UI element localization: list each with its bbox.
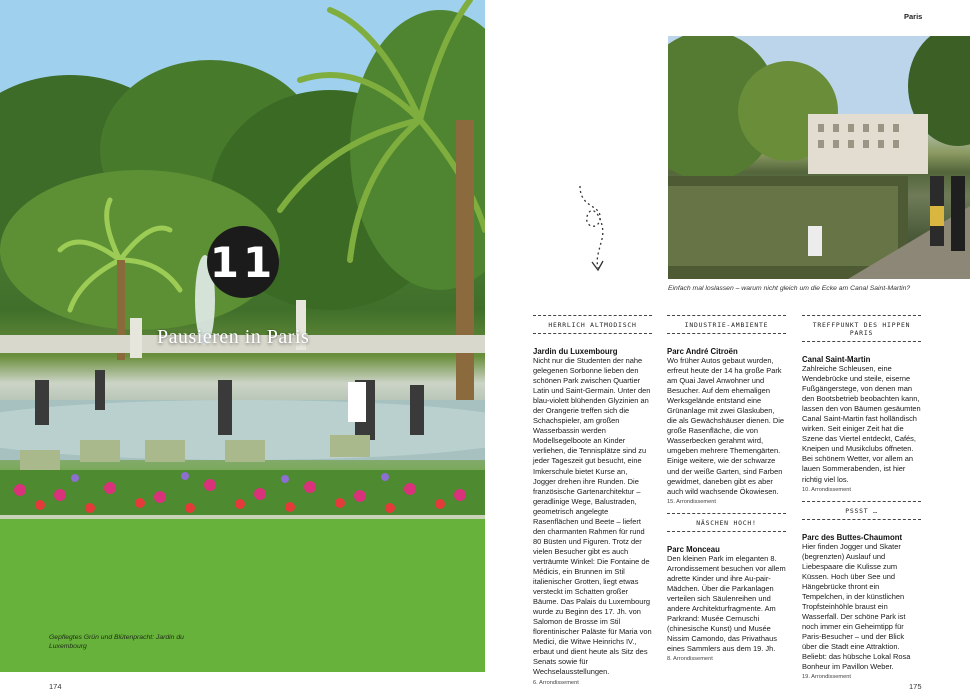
section-heading: PSSST …: [802, 501, 921, 520]
entry-title: Jardin du Luxembourg: [533, 347, 618, 356]
chapter-number: 11: [209, 237, 277, 287]
entry-arrondissement: 8. Arrondissement: [667, 656, 713, 663]
page-number-right: 175: [909, 682, 922, 691]
column-3: [802, 315, 921, 680]
column-2: [667, 315, 786, 662]
entry-arrondissement: 19. Arrondissement: [802, 674, 852, 681]
entry-body: Nicht nur die Studenten der nahe gelegenen Sorbonne lieben den schönen Park zwischen Quartier Latin und Saint-Germain. Unter den blau-violett blühenden Glyzinien an der Orangerie treffen sich die Schachspieler, am großen Wasserbassin werden Modellsegelboote an Kinder verliehen, die Tennisplätze sind zu jeder Tageszeit gut besucht, eine Imkerschule bietet Kurse an, Jogger drehen ihre Runden. Die französische Gartenarchitektur – geradlinige Wege, Balustraden, geometrisch angelegte Rasenflächen und Beete – liefert den charmanten Rahmen für rund 80 Büsten und Figuren. Trotz der vielen Besucher gibt es auch verträumte Winkel: Die Fontaine de Médicis, ein Brunnen im Stil italienischer Grotten, liegt etwas versteckt im Schatten großer Bäume. Das Palais du Luxembourg wurde zu Beginn des 17. Jh. von Salomon de Brosse im Stil florentinischer Paläste für Maria von Medici, die Witwe Heinrichs IV., erbaut und dient heute als Sitz des Senats sowie für Wechselausstellungen.: [533, 356, 652, 677]
page-number-left: 174: [49, 682, 62, 691]
entry-body: Zahlreiche Schleusen, eine Wendebrücke und steile, eiserne Fußgängerstege, von denen man den Bootsbetrieb beobachten kann, lassen den von Bäumen gesäumten Canal Saint-Martin fast holländisch wirken. Seit einiger Zeit hat die Szene das Viertel entdeckt, Cafés, Kneipen und Musikclubs öffneten. Bei schönem Wetter, vor allem an lauen Sommerabenden, ist hier richtig viel los.: [802, 364, 921, 484]
entry-title: Parc des Buttes-Chaumont: [802, 532, 903, 542]
entry-arrondissement: 10. Arrondissement: [802, 486, 852, 493]
entry-body: Wo früher Autos gebaut wurden, erfreut heute der 14 ha große Park am Quai Javel Anwohner und Besucher. Auf dem ehemaligen Werksgelände entstand eine Grünanlage mit zwei Glaskuben, die als Gewächshäuser dienen. Die große Rasenfläche, die von Wasserbecken gerahmt wird, umgeben mehrere Themengärten. Einige weitere, wie der schwarze und der weiße Garten, sind Farben gewidmet, daneben gibt es aber auch wild wachsende Ökowiesen.: [667, 356, 785, 496]
photo-caption-left: Gepflegtes Grün und Blütenpracht: Jardin du Luxembourg: [49, 634, 184, 650]
entry-body: Hier finden Jogger und Skater (begrenzten) Auslauf und Liebespaare die Kulisse zum Küssen. Hoch über See und Hängebrücke thront ein Tempelchen, in der künstlichen Tropfsteinhöhle braust ein Wasserfall. Der schöne Park ist noch immer ein Geheimtipp für Paris-Besucher – und der Blick über die Stadt eine Attraktion. Beliebt: das hübsche Lokal Rosa Bonheur im Pavillon Weber.: [802, 541, 911, 672]
canal-illustration: [668, 36, 970, 279]
entry-title: Parc Monceau: [667, 544, 720, 554]
entry-title: Parc André Citroën: [667, 347, 738, 356]
entry-arrondissement: 6. Arrondissement: [533, 679, 579, 686]
section-heading: HERRLICH ALTMODISCH: [533, 315, 652, 334]
section-heading: TREFFPUNKT DES HIPPEN PARIS: [802, 315, 921, 342]
luxembourg-garden-photo: [0, 0, 485, 672]
chapter-title: Pausieren in Paris: [157, 326, 310, 348]
entry-arrondissement: 15. Arrondissement: [667, 498, 717, 505]
chapter-number-badge: [207, 226, 279, 298]
section-heading: NÄSCHEN HOCH!: [667, 513, 786, 532]
dotted-arrow-icon: [572, 184, 622, 274]
entry-body: Den kleinen Park im eleganten 8. Arrondissement besuchen vor allem adrette Kinder und ihre Au-pair-Mädchen. Über die Parkanlagen verteilen sich Säulenreihen und andere Architekturfragmente. Am Parkrand: Musée Cernuschi (chinesische Kunst) und Musée Nissim Camondo, das Privathaus eines Sammlers aus dem 19. Jh.: [667, 553, 786, 654]
photo-caption-right: Einfach mal loslassen – warum nicht gleich um die Ecke am Canal Saint-Martin?: [668, 285, 911, 292]
canal-saint-martin-photo: [668, 36, 970, 279]
entry-title: Canal Saint-Martin: [802, 355, 871, 364]
running-head: Paris: [904, 12, 923, 21]
section-heading: INDUSTRIE-AMBIENTE: [667, 315, 786, 334]
column-1: [533, 315, 652, 686]
